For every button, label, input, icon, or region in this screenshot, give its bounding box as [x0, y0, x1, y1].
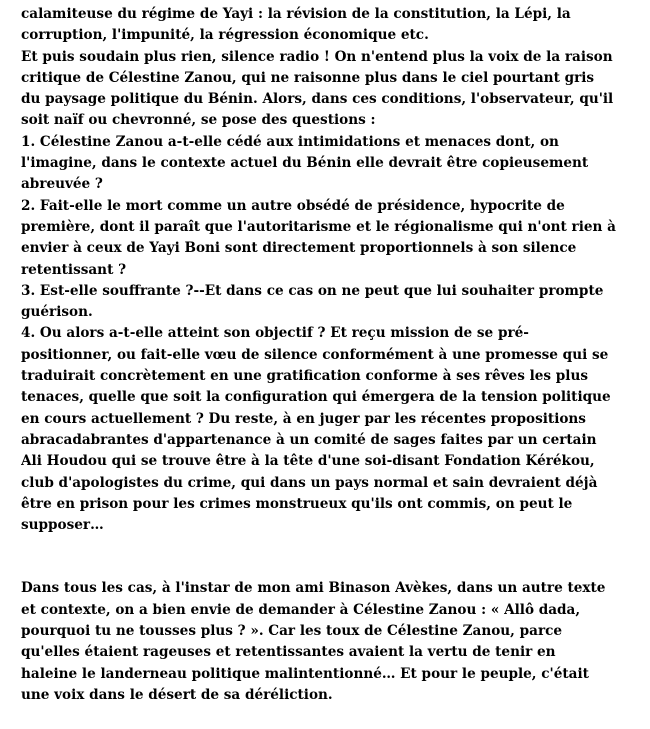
text-line: club d'apologistes du crime, qui dans un pays normal et sain devraient déjà [21, 474, 598, 491]
text-line: supposer… [21, 517, 104, 534]
text-line: Et puis soudain plus rien, silence radio ! On n'entend plus la voix de la raison [21, 48, 613, 65]
text-line: envier à ceux de Yayi Boni sont directement proportionnels à son silence [21, 240, 577, 257]
text-line: abreuvée ? [21, 176, 103, 193]
text-line: et contexte, on a bien envie de demander à Célestine Zanou : « Allô dada, [21, 601, 581, 618]
text-line: guérison. [21, 304, 93, 321]
question-3-line: 3. Est-elle souffrante ?--Et dans ce cas on ne peut que lui souhaiter prompte [21, 282, 604, 299]
text-line: haleine le landerneau politique malintentionné… Et pour le peuple, c'était [21, 665, 589, 682]
text-line: retentissant ? [21, 261, 127, 278]
paragraph-2 [21, 578, 640, 706]
text-line: traduirait concrètement en une gratification conforme à ses rêves les plus [21, 368, 588, 385]
text-line: l'imagine, dans le contexte actuel du Bénin elle devrait être copieusement [21, 155, 589, 172]
text-line: tenaces, quelle que soit la configuration qui émergera de la tension politique [21, 389, 611, 406]
text-line: une voix dans le désert de sa déréliction. [21, 686, 333, 703]
text-line: abracadabrantes d'appartenance à un comité de sages faites par un certain [21, 431, 597, 448]
text-line: Ali Houdou qui se trouve être à la tête d'une soi-disant Fondation Kérékou, [21, 453, 595, 470]
paragraph-1 [21, 4, 640, 536]
paragraph-spacer [21, 536, 640, 578]
text-line: pourquoi tu ne tousses plus ? ». Car les toux de Célestine Zanou, parce [21, 623, 563, 640]
text-line: qu'elles étaient rageuses et retentissantes avaient la vertu de tenir en [21, 644, 556, 661]
text-line: Dans tous les cas, à l'instar de mon ami Binason Avèkes, dans un autre texte [21, 580, 606, 597]
question-2-line: 2. Fait-elle le mort comme un autre obsédé de présidence, hypocrite de [21, 197, 565, 214]
text-line: en cours actuellement ? Du reste, à en juger par les récentes propositions [21, 410, 586, 427]
question-1-line: 1. Célestine Zanou a-t-elle cédé aux intimidations et menaces dont, on [21, 133, 559, 150]
text-line: critique de Célestine Zanou, qui ne raisonne plus dans le ciel pourtant gris [21, 69, 595, 86]
text-line: être en prison pour les crimes monstrueux qu'ils ont commis, on peut le [21, 495, 573, 512]
text-line: première, dont il paraît que l'autoritarisme et le régionalisme qui n'ont rien à [21, 218, 616, 235]
text-line: corruption, l'impunité, la régression économique etc. [21, 27, 429, 44]
text-line: du paysage politique du Bénin. Alors, dans ces conditions, l'observateur, qu'il [21, 91, 614, 108]
question-4-line: 4. Ou alors a-t-elle atteint son objectif ? Et reçu mission de se pré- [21, 325, 529, 342]
text-line: calamiteuse du régime de Yayi : la révision de la constitution, la Lépi, la [21, 6, 571, 22]
text-line: soit naïf ou chevronné, se pose des questions : [21, 112, 376, 129]
text-line: positionner, ou fait-elle vœu de silence conformément à une promesse qui se [21, 346, 609, 363]
